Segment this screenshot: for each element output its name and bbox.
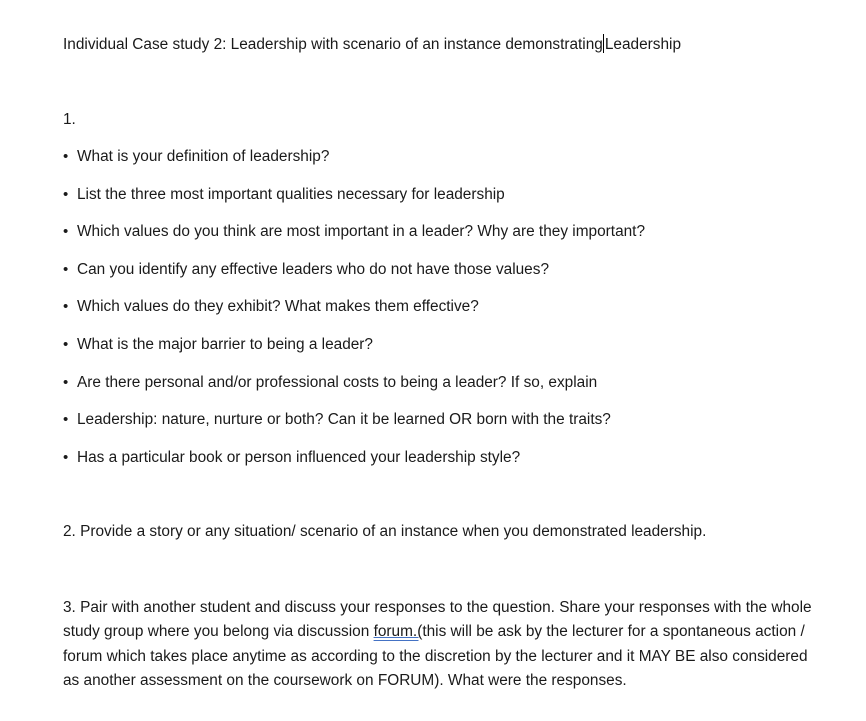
bullet-text: What is your definition of leadership? (77, 148, 330, 165)
list-item (63, 448, 645, 486)
list-item (63, 335, 645, 373)
bullet-text: Are there personal and/or professional costs to being a leader? If so, explain (77, 373, 598, 391)
bullet-text: Can you identify any effective leaders who do not have those values? (77, 260, 549, 278)
list-item (63, 260, 645, 298)
title-text-start: Individual Case study 2: Leadership with scenario of an instance demonstrating (63, 36, 603, 53)
section-3-paragraph (63, 596, 823, 694)
bullet-icon: • (63, 298, 69, 316)
bullet-icon: • (63, 448, 69, 466)
bullet-icon: • (63, 148, 69, 165)
forum-link[interactable]: forum.( (373, 623, 423, 641)
title-text-end: Leadership (604, 36, 682, 53)
section-3-text-end: this will be ask by the lecturer for a spontaneous action / forum which takes place anytime as according to the discretion by the lecturer and it MAY BE also considered as another assessment on the coursework on FORUM). What were the responses. (63, 623, 808, 690)
list-item (63, 410, 645, 448)
bullet-icon: • (63, 185, 69, 203)
bullet-icon: • (63, 260, 69, 278)
bullet-icon: • (63, 373, 69, 391)
section-2-paragraph: 2. Provide a story or any situation/ scenario of an instance when you demonstrated leadership. (63, 523, 707, 540)
bullet-icon: • (63, 223, 69, 241)
bullet-text: Which values do you think are most important in a leader? Why are they important? (77, 223, 646, 241)
bullet-text: Has a particular book or person influenced your leadership style? (77, 448, 521, 466)
bullet-text: Which values do they exhibit? What makes them effective? (77, 298, 479, 316)
document-title[interactable] (63, 34, 681, 55)
bullet-text: What is the major barrier to being a leader? (77, 335, 373, 353)
section-3-text-start: 3. Pair with another student and discuss your responses to the question. Share your responses with the whole study group where you belong via discussion (63, 599, 812, 641)
section-1-number: 1. (63, 111, 76, 128)
bullet-list (63, 147, 645, 485)
list-item (63, 373, 645, 411)
list-item (63, 185, 645, 223)
bullet-icon: • (63, 411, 69, 429)
bullet-icon: • (63, 335, 69, 353)
list-item (63, 147, 645, 185)
list-item (63, 222, 645, 260)
list-item (63, 297, 645, 335)
bullet-text: List the three most important qualities necessary for leadership (77, 185, 505, 203)
text-cursor (603, 34, 604, 53)
bullet-text: Leadership: nature, nurture or both? Can it be learned OR born with the traits? (77, 411, 611, 429)
